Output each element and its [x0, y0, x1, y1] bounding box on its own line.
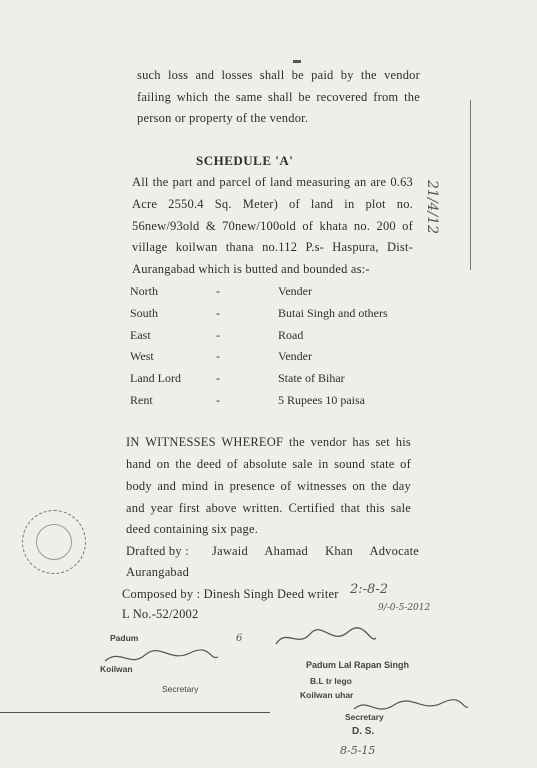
witness-line-1: IN WITNESSES WHEREOF the vendor has set his [126, 435, 411, 449]
boundary-key: East [130, 328, 151, 342]
schedule-line-3: 56new/93old & 70new/100old of khata no. 200 of [132, 219, 413, 233]
boundary-key: Land Lord [130, 371, 181, 385]
schedule-line-1: All the part and parcel of land measuring an are 0.63 [132, 175, 413, 189]
boundary-dash: - [216, 393, 220, 407]
composed-by: Composed by : Dinesh Singh Deed writer [122, 587, 339, 601]
drafted-by-name: Jawaid Ahamad Khan Advocate [212, 544, 419, 558]
right-stamp-line-5: D. S. [352, 726, 375, 737]
boundary-key: North [130, 284, 158, 298]
schedule-heading: SCHEDULE 'A' [196, 153, 294, 168]
left-stamp-line-1: Padum [110, 633, 139, 643]
boundary-row-east [130, 328, 430, 346]
round-seal-inner [36, 524, 72, 560]
bottom-rule [0, 712, 270, 713]
left-signature [100, 643, 220, 673]
boundary-value: State of Bihar [278, 371, 345, 385]
boundary-value: Butai Singh and others [278, 306, 388, 320]
handwritten-number: 6 [236, 633, 243, 644]
right-stamp-line-2: B.L tr lego [310, 676, 352, 686]
boundary-value: 5 Rupees 10 paisa [278, 393, 365, 407]
right-stamp-line-1: Padum Lal Rapan Singh [306, 660, 410, 670]
boundary-row-south [130, 306, 430, 324]
handwritten-signature: 2:-8-2 [350, 582, 388, 597]
boundary-dash: - [216, 349, 220, 363]
witness-line-3: body and mind in presence of witnesses on the day [126, 479, 411, 493]
left-stamp-line-2: Koilwan [100, 664, 133, 674]
schedule-line-5: Aurangabad which is butted and bounded as:- [132, 262, 370, 276]
margin-handwriting: 21/4/12 [424, 180, 440, 234]
boundary-dash: - [216, 284, 220, 298]
witness-line-4: and year first above written. Certified that this sale [126, 501, 411, 515]
handwritten-date: 9/-0-5-2012 [378, 603, 431, 613]
boundary-value: Vender [278, 349, 312, 363]
ink-mark [293, 60, 301, 63]
boundary-row-north [130, 284, 430, 302]
witness-line-5: deed containing six page. [126, 522, 259, 536]
boundary-row-west [130, 349, 430, 367]
boundary-dash: - [216, 371, 220, 385]
drafted-by-place: Aurangabad [126, 565, 190, 579]
boundary-dash: - [216, 306, 220, 320]
schedule-line-4: village koilwan thana no.112 P.s- Haspura, Dist- [132, 240, 413, 254]
boundary-row-rent [130, 393, 430, 411]
body-line-3: person or property of the vendor. [137, 111, 309, 125]
left-stamp-line-3: Secretary [162, 684, 199, 694]
boundary-value: Vender [278, 284, 312, 298]
right-signature [270, 622, 380, 656]
boundary-dash: - [216, 328, 220, 342]
boundary-value: Road [278, 328, 304, 342]
boundary-key: West [130, 349, 154, 363]
license-number: L No.-52/2002 [122, 607, 199, 621]
right-stamp-line-3: Koilwan uhar [300, 690, 354, 700]
handwritten-date-bottom: 8-5-15 [340, 744, 376, 757]
schedule-line-2: Acre 2550.4 Sq. Meter) of land in plot no. [132, 197, 413, 211]
right-stamp-line-4: Secretary [345, 712, 384, 722]
witness-line-2: hand on the deed of absolute sale in sound state of [126, 457, 411, 471]
drafted-by-label: Drafted by : [126, 544, 189, 558]
boundary-key: South [130, 306, 159, 320]
body-line-2: failing which the same shall be recovered from the [137, 90, 420, 104]
boundary-row-landlord [130, 371, 430, 389]
margin-rule [470, 100, 471, 270]
boundary-key: Rent [130, 393, 153, 407]
body-line-1: such loss and losses shall be paid by the vendor [137, 68, 420, 82]
